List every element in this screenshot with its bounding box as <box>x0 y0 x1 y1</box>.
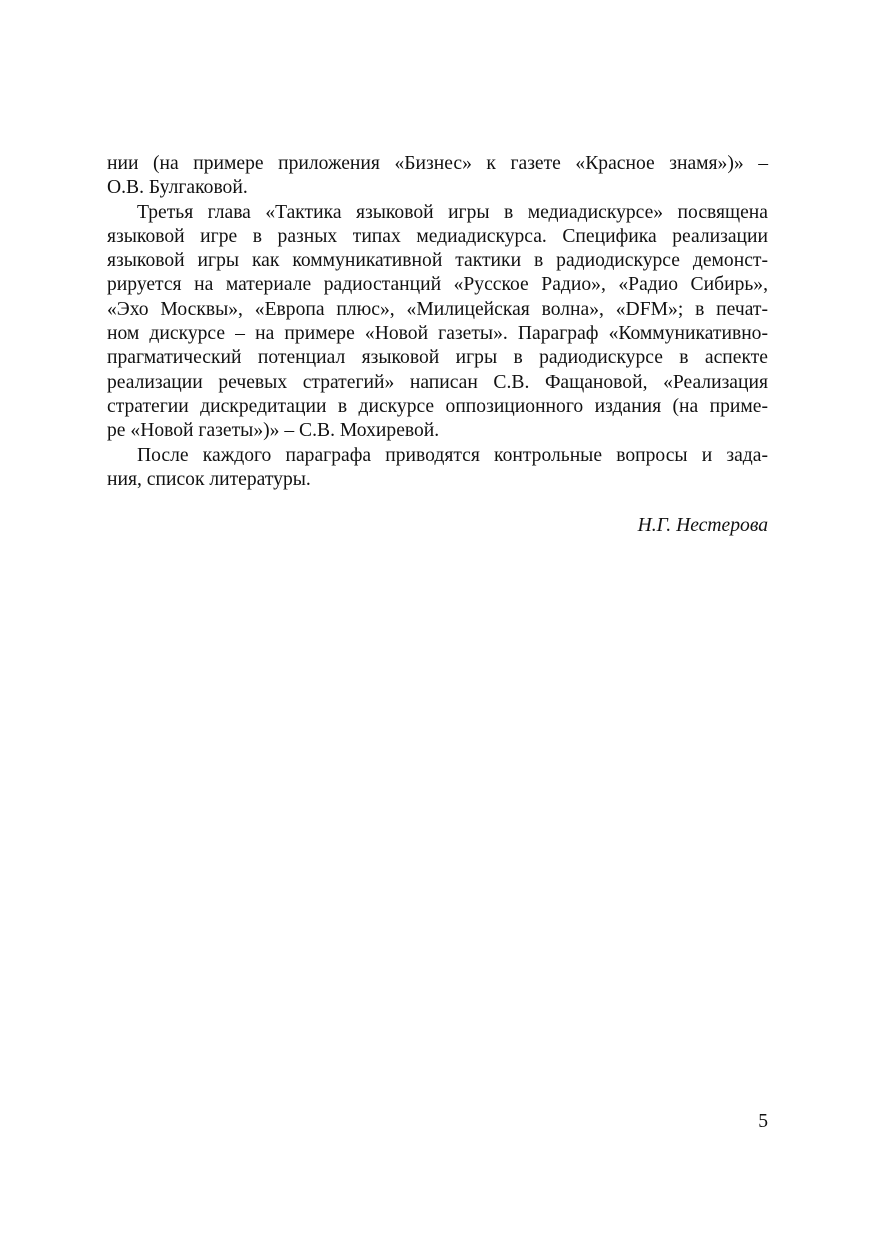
text-line: языковой игры как коммуникативной тактики в радиодискурсе демонст- <box>107 250 768 272</box>
text-line: рируется на материале радиостанций «Русское Радио», «Радио Сибирь», <box>107 274 768 296</box>
text-line: языковой игре в разных типах медиадискурса. Специфика реализации <box>107 225 768 247</box>
text-line: ре «Новой газеты»)» – С.В. Мохиревой. <box>107 420 440 442</box>
text-line: нии (на примере приложения «Бизнес» к газете «Красное знамя»)» – <box>107 153 768 174</box>
text-line: После каждого параграфа приводятся контрольные вопросы и зада- <box>137 444 768 466</box>
paragraph-2 <box>107 201 768 444</box>
text-line: ном дискурсе – на примере «Новой газеты». Параграф «Коммуникативно- <box>107 323 768 345</box>
text-line: О.В. Булгаковой. <box>107 177 248 199</box>
text-line: Третья глава «Тактика языковой игры в медиадискурсе» посвящена <box>137 201 768 223</box>
paragraph-1 <box>107 152 768 201</box>
text-line: ния, список литературы. <box>107 468 311 490</box>
text-line: «Эхо Москвы», «Европа плюс», «Милицейская волна», «DFM»; в печат- <box>107 298 768 320</box>
body-text <box>107 152 768 492</box>
text-line: реализации речевых стратегий» написан С.В. Фащановой, «Реализация <box>107 371 768 393</box>
author-signature: Н.Г. Нестерова <box>637 515 768 536</box>
text-line: прагматический потенциал языковой игры в радиодискурсе в аспекте <box>107 347 768 369</box>
text-line: стратегии дискредитации в дискурсе оппозиционного издания (на приме- <box>107 395 768 417</box>
page-number: 5 <box>758 1111 768 1132</box>
paragraph-3 <box>107 444 768 493</box>
